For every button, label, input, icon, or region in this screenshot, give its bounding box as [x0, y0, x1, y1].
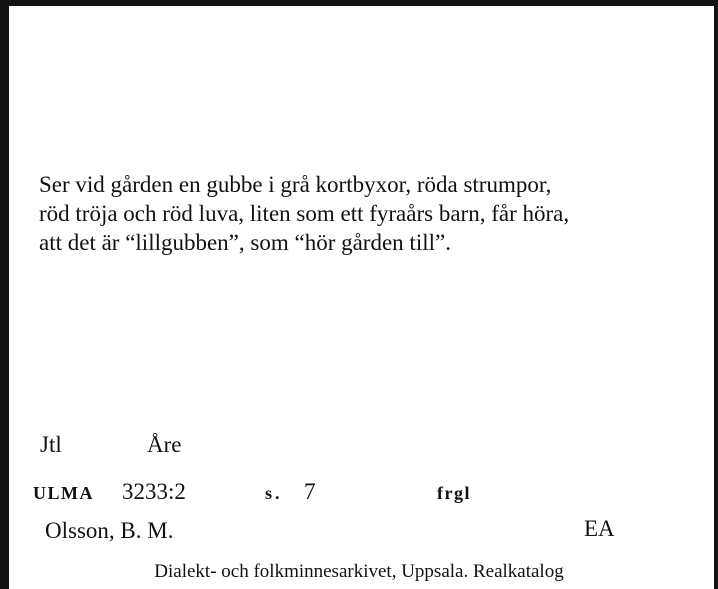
- record-number: 3233:2: [122, 479, 186, 504]
- page-prefix: s.: [265, 483, 283, 503]
- body-line: röd tröja och röd luva, liten som ett fyraårs barn, får höra,: [39, 201, 570, 226]
- parish-label: Åre: [147, 432, 182, 457]
- body-line: Ser vid gården en gubbe i grå kortbyxor, röda strumpor,: [39, 172, 552, 197]
- archive-footer: Dialekt- och folkminnesarkivet, Uppsala. Realkatalog: [154, 561, 564, 582]
- card-left-border: [0, 0, 9, 589]
- collector-name: Olsson, B. M.: [45, 518, 174, 543]
- archive-label: ULMA: [33, 483, 94, 503]
- category-label: frgl: [437, 483, 471, 503]
- card-body-text: [39, 170, 699, 257]
- code-label: EA: [584, 516, 615, 541]
- region-label: Jtl: [40, 432, 62, 457]
- card-right-border: [714, 0, 718, 589]
- page-number: 7: [304, 479, 316, 504]
- body-line: att det är “lillgubben”, som “hör gården till”.: [39, 230, 451, 255]
- card-top-border: [0, 0, 718, 6]
